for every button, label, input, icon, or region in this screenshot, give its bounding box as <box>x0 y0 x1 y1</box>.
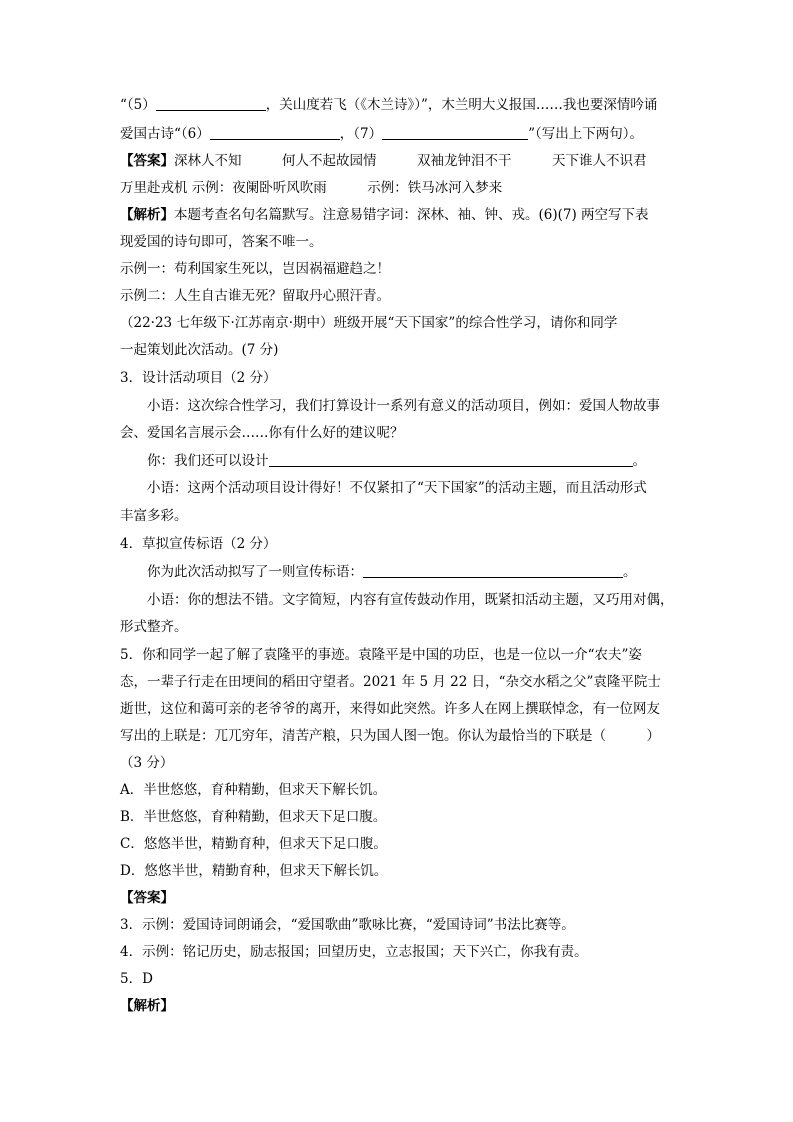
q5-option-d[interactable] <box>120 862 387 880</box>
q5-line-2 <box>120 673 661 691</box>
q3-you-line <box>147 452 646 470</box>
q4-slogan-line <box>147 563 637 581</box>
intro-text-2: 一起策划此次活动。(7 分) <box>120 342 279 358</box>
answer-blank-7[interactable] <box>382 125 528 140</box>
poem-question-line-1 <box>120 96 657 114</box>
q4-para-2-line-2 <box>120 618 188 636</box>
q5-text-4: 写出的上联是：兀兀穷年，清苦产粮，只为国人图一饱。你认为最恰当的下联是（ ） <box>120 728 660 744</box>
q3-you-text: 你：我们还可以设计 <box>147 453 269 469</box>
example-1 <box>120 260 390 278</box>
answer-3 <box>120 916 575 934</box>
q5-score: （3 分） <box>120 755 174 771</box>
poem-q7-label: ，（7） <box>339 126 383 142</box>
q4-para-2-line-1 <box>147 591 674 609</box>
answer-text-2: 万里赴戎机 示例：夜阑卧听风吹雨 示例：铁马冰河入梦来 <box>120 180 503 196</box>
intro-line-2 <box>120 341 278 359</box>
analysis-text-2: 现爱国的诗句即可，答案不唯一。 <box>120 234 323 250</box>
q4-end-mark: 。 <box>623 564 637 580</box>
q3-para-1-text-2: 会、爱国名言展示会……你有什么好的建议呢？ <box>120 425 404 441</box>
analysis-2-tag <box>120 997 174 1015</box>
q3-title <box>120 369 276 387</box>
q5-option-a-text: A．半世悠悠，育种精勤，但求天下解长饥。 <box>120 782 387 798</box>
q5-option-b[interactable] <box>120 808 386 826</box>
q5-option-d-text: D．悠悠半世，精勤育种，但求天下解长饥。 <box>120 863 388 879</box>
q3-answer-blank[interactable] <box>269 452 633 467</box>
q5-option-c[interactable] <box>120 835 387 853</box>
answer-1-line-2 <box>120 179 502 197</box>
q4-para-2-text: 小语：你的想法不错。文字简短，内容有宣传鼓动作用，既紧扣活动主题，又巧用对偶， <box>147 592 674 608</box>
q5-option-a[interactable] <box>120 781 386 799</box>
answer-2-tag <box>120 889 174 907</box>
analysis-text: 本题考查名句名篇默写。注意易错字词：深林、袖、钟、戎。(6)(7) 两空写下表 <box>174 207 649 223</box>
answer-blank-5[interactable] <box>156 96 266 111</box>
q3-para-1-line-1 <box>147 397 660 415</box>
q3-para-1-text: 小语：这次综合性学习，我们打算设计一系列有意义的活动项目，例如：爱国人物故事 <box>147 398 660 414</box>
q5-line-3 <box>120 700 660 718</box>
q4-title-text: 4．草拟宣传标语（2 分） <box>120 536 277 552</box>
q5-option-b-text: B．半世悠悠，育种精勤，但求天下足口腹。 <box>120 809 387 825</box>
answer-4 <box>120 943 588 961</box>
q3-para-2-text: 小语：这两个活动项目设计得好！不仅紧扣了“天下国家”的活动主题，而且活动形式 <box>147 480 647 496</box>
example-2-text: 示例二：人生自古谁无死？留取丹心照汗青。 <box>120 288 390 304</box>
answer-3-text: 3．示例：爱国诗词朗诵会，“爱国歌曲”歌咏比赛，“爱国诗词”书法比赛等。 <box>120 917 575 933</box>
poem-q-instruction: ”（写出上下两句）。 <box>528 126 643 142</box>
q4-para-2-text-2: 形式整齐。 <box>120 619 188 635</box>
poem-question-line-2 <box>120 125 643 143</box>
intro-line-1 <box>120 314 617 332</box>
q4-slogan-blank[interactable] <box>363 563 623 578</box>
analysis-1-line-2 <box>120 233 323 251</box>
answer-1-line-1 <box>120 152 647 170</box>
analysis-tag: 【解析】 <box>120 207 174 223</box>
q5-text-1: 5．你和同学一起了解了袁隆平的事迹。袁隆平是中国的功臣，也是一位以一介“农夫”姿 <box>120 647 642 663</box>
q4-prompt-text: 你为此次活动拟写了一则宣传标语： <box>147 564 363 580</box>
example-2 <box>120 287 390 305</box>
answer-text: 深林人不知 何人不起故园情 双袖龙钟泪不干 天下谁人不识君 <box>174 153 647 169</box>
q3-para-2-text-2: 丰富多彩。 <box>120 508 188 524</box>
answer-4-text: 4．示例：铭记历史，励志报国；回望历史，立志报国；天下兴亡，你我有责。 <box>120 944 588 960</box>
answer-tag: 【答案】 <box>120 153 174 169</box>
poem-q6-label: 爱国古诗“（6） <box>120 126 210 142</box>
q4-title <box>120 535 276 553</box>
q3-para-2-line-2 <box>120 507 188 525</box>
q3-title-text: 3．设计活动项目（2 分） <box>120 370 277 386</box>
q5-text-3: 逝世，这位和蔼可亲的老爷爷的离开，来得如此突然。许多人在网上撰联悼念，有一位网友 <box>120 701 660 717</box>
q3-end-mark: 。 <box>632 453 646 469</box>
q5-line-4 <box>120 727 660 745</box>
answer-5 <box>120 970 153 988</box>
q5-text-2: 态，一辈子行走在田埂间的稻田守望者。2021 年 5 月 22 日，“杂交水稻之父”袁隆平院士 <box>120 674 661 690</box>
poem-q5-label: “（5） <box>120 97 156 113</box>
q5-option-c-text: C．悠悠半世，精勤育种，但求天下足口腹。 <box>120 836 387 852</box>
q5-line-1 <box>120 646 642 664</box>
poem-q5-text: ，关山度若飞（《木兰诗》）”，木兰明大义报国……我也要深情吟诵 <box>265 97 658 113</box>
answer-2-tag-text: 【答案】 <box>120 890 174 906</box>
q3-para-1-line-2 <box>120 424 404 442</box>
analysis-2-tag-text: 【解析】 <box>120 998 174 1014</box>
answer-blank-6[interactable] <box>210 125 340 140</box>
intro-text: （22·23 七年级下·江苏南京·期中）班级开展“天下国家”的综合性学习，请你和同学 <box>120 315 618 331</box>
q5-line-5 <box>120 754 173 772</box>
example-1-text: 示例一：苟利国家生死以，岂因祸福避趋之！ <box>120 261 390 277</box>
analysis-1-line-1 <box>120 206 649 224</box>
answer-5-text: 5．D <box>120 971 153 987</box>
q3-para-2-line-1 <box>147 479 647 497</box>
